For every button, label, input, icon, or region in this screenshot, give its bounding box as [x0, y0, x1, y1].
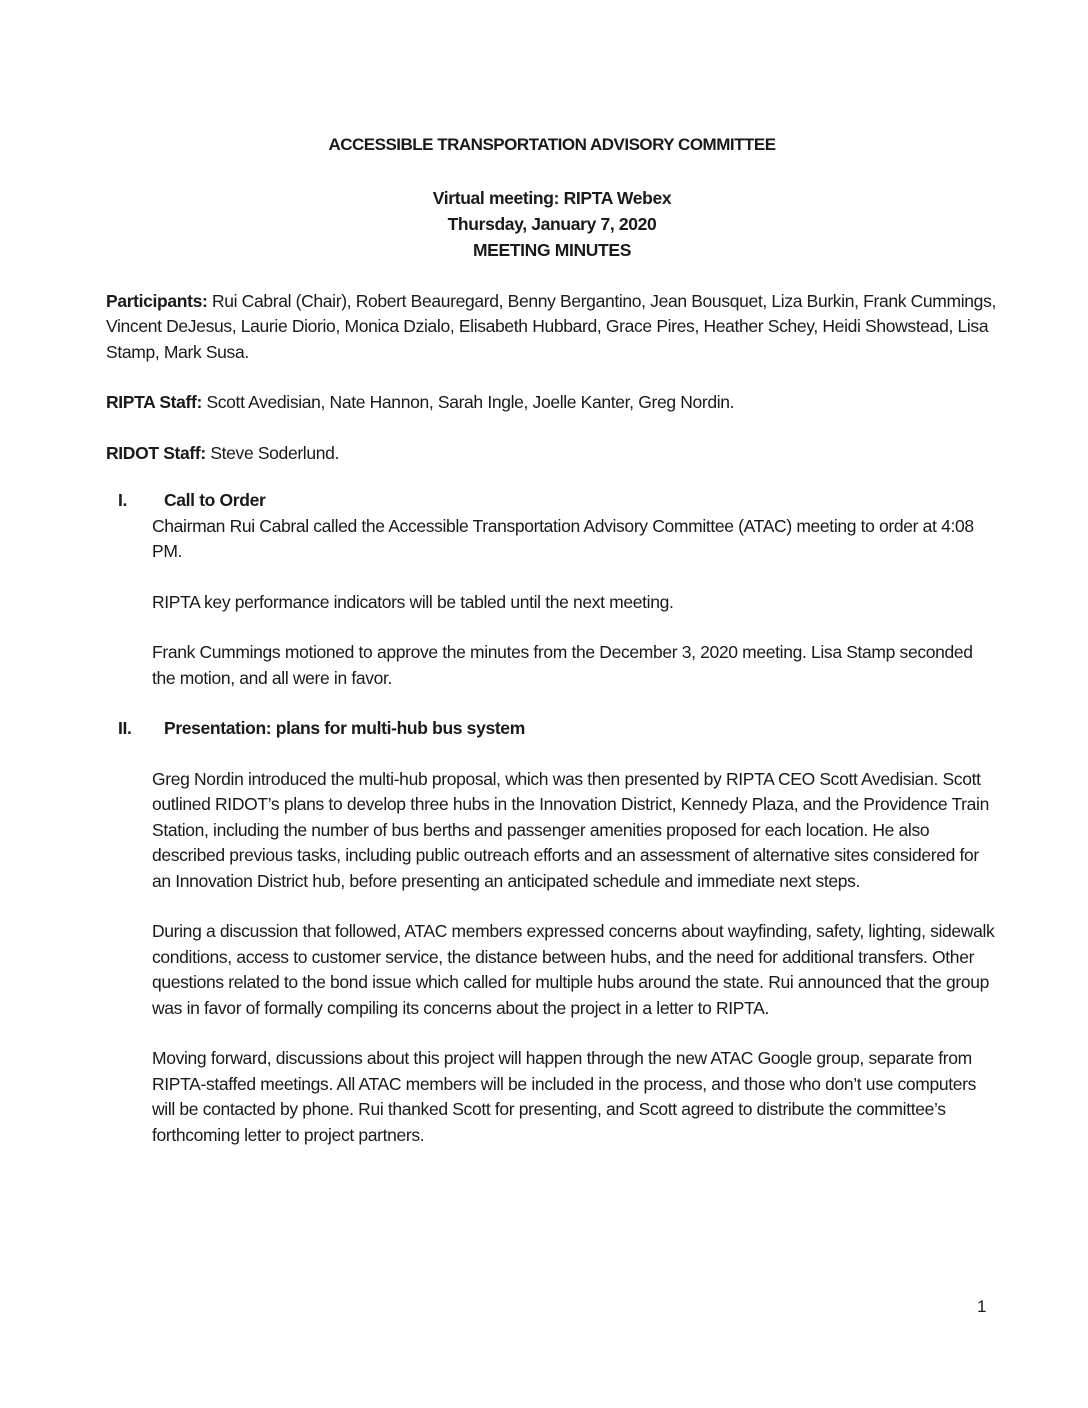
- participants-paragraph: [106, 289, 998, 366]
- section-heading: [106, 488, 998, 514]
- section-call-to-order: [106, 488, 998, 691]
- section-paragraph: Frank Cummings motioned to approve the minutes from the December 3, 2020 meeting. Lisa Stamp seconded the motion, and all were in favor.: [152, 642, 973, 688]
- participants-label: Participants:: [106, 290, 208, 311]
- section-title: Call to Order: [164, 490, 266, 510]
- meeting-minutes-heading: MEETING MINUTES: [472, 239, 632, 260]
- section-number: I.: [118, 490, 128, 510]
- section-paragraph: Greg Nordin introduced the multi-hub proposal, which was then presented by RIPTA CEO Scott Avedisian. Scott outlined RIDOT’s plans to develop three hubs in the Innovation District, Kennedy Plaza, and the Providence Train Station, including the number of bus berths and passenger amenities proposed for each location. He also described previous tasks, including public outreach efforts and an assessment of alternative sites considered for an Innovation District hub, before presenting an anticipated schedule and immediate next steps.: [152, 768, 989, 891]
- participants-list: Rui Cabral (Chair), Robert Beauregard, Benny Bergantino, Jean Bousquet, Liza Burkin, Frank Cummings, Vincent DeJesus, Laurie Diorio, Monica Dzialo, Elisabeth Hubbard, Grace Pires, Heather Schey, Heidi Showstead, Lisa Stamp, Mark Susa.: [106, 290, 996, 362]
- section-heading: [106, 716, 998, 742]
- meeting-date: Thursday, January 7, 2020: [447, 213, 657, 234]
- ridot-staff-label: RIDOT Staff:: [106, 442, 206, 463]
- section-title: Presentation: plans for multi-hub bus system: [164, 718, 525, 738]
- ridot-staff-list: Steve Soderlund.: [205, 442, 339, 463]
- section-body: [152, 514, 998, 692]
- section-paragraph: Moving forward, discussions about this project will happen through the new ATAC Google group, separate from RIPTA-staffed meetings. All ATAC members will be included in the process, and those who don’t use computers will be contacted by phone. Rui thanked Scott for presenting, and Scott agreed to distribute the committee’s forthcoming letter to project partners.: [152, 1048, 977, 1145]
- section-paragraph: Chairman Rui Cabral called the Accessible Transportation Advisory Committee (ATAC) meeting to order at 4:08 PM.: [152, 515, 974, 561]
- document-content: [106, 132, 998, 1173]
- section-paragraph: During a discussion that followed, ATAC members expressed concerns about wayfinding, safety, lighting, sidewalk conditions, access to customer service, the distance between hubs, and the need for additional transfers. Other questions related to the bond issue which called for multiple hubs around the state. Rui announced that the group was in favor of formally compiling its concerns about the project in a letter to RIPTA.: [152, 921, 995, 1018]
- section-number: II.: [118, 718, 132, 738]
- ripta-staff-paragraph: [106, 390, 998, 416]
- ridot-staff-paragraph: [106, 441, 998, 467]
- document-title: ACCESSIBLE TRANSPORTATION ADVISORY COMMITTEE: [328, 135, 776, 154]
- ripta-staff-label: RIPTA Staff:: [106, 392, 202, 412]
- ripta-staff-list: Scott Avedisian, Nate Hannon, Sarah Ingle, Joelle Kanter, Greg Nordin.: [201, 392, 735, 412]
- meeting-venue: Virtual meeting: RIPTA Webex: [432, 187, 672, 208]
- section-paragraph: RIPTA key performance indicators will be tabled until the next meeting.: [152, 591, 674, 612]
- section-body: [152, 767, 998, 1149]
- meeting-info: [106, 185, 998, 263]
- section-presentation: [106, 716, 998, 1148]
- page-number: 1: [977, 1297, 987, 1316]
